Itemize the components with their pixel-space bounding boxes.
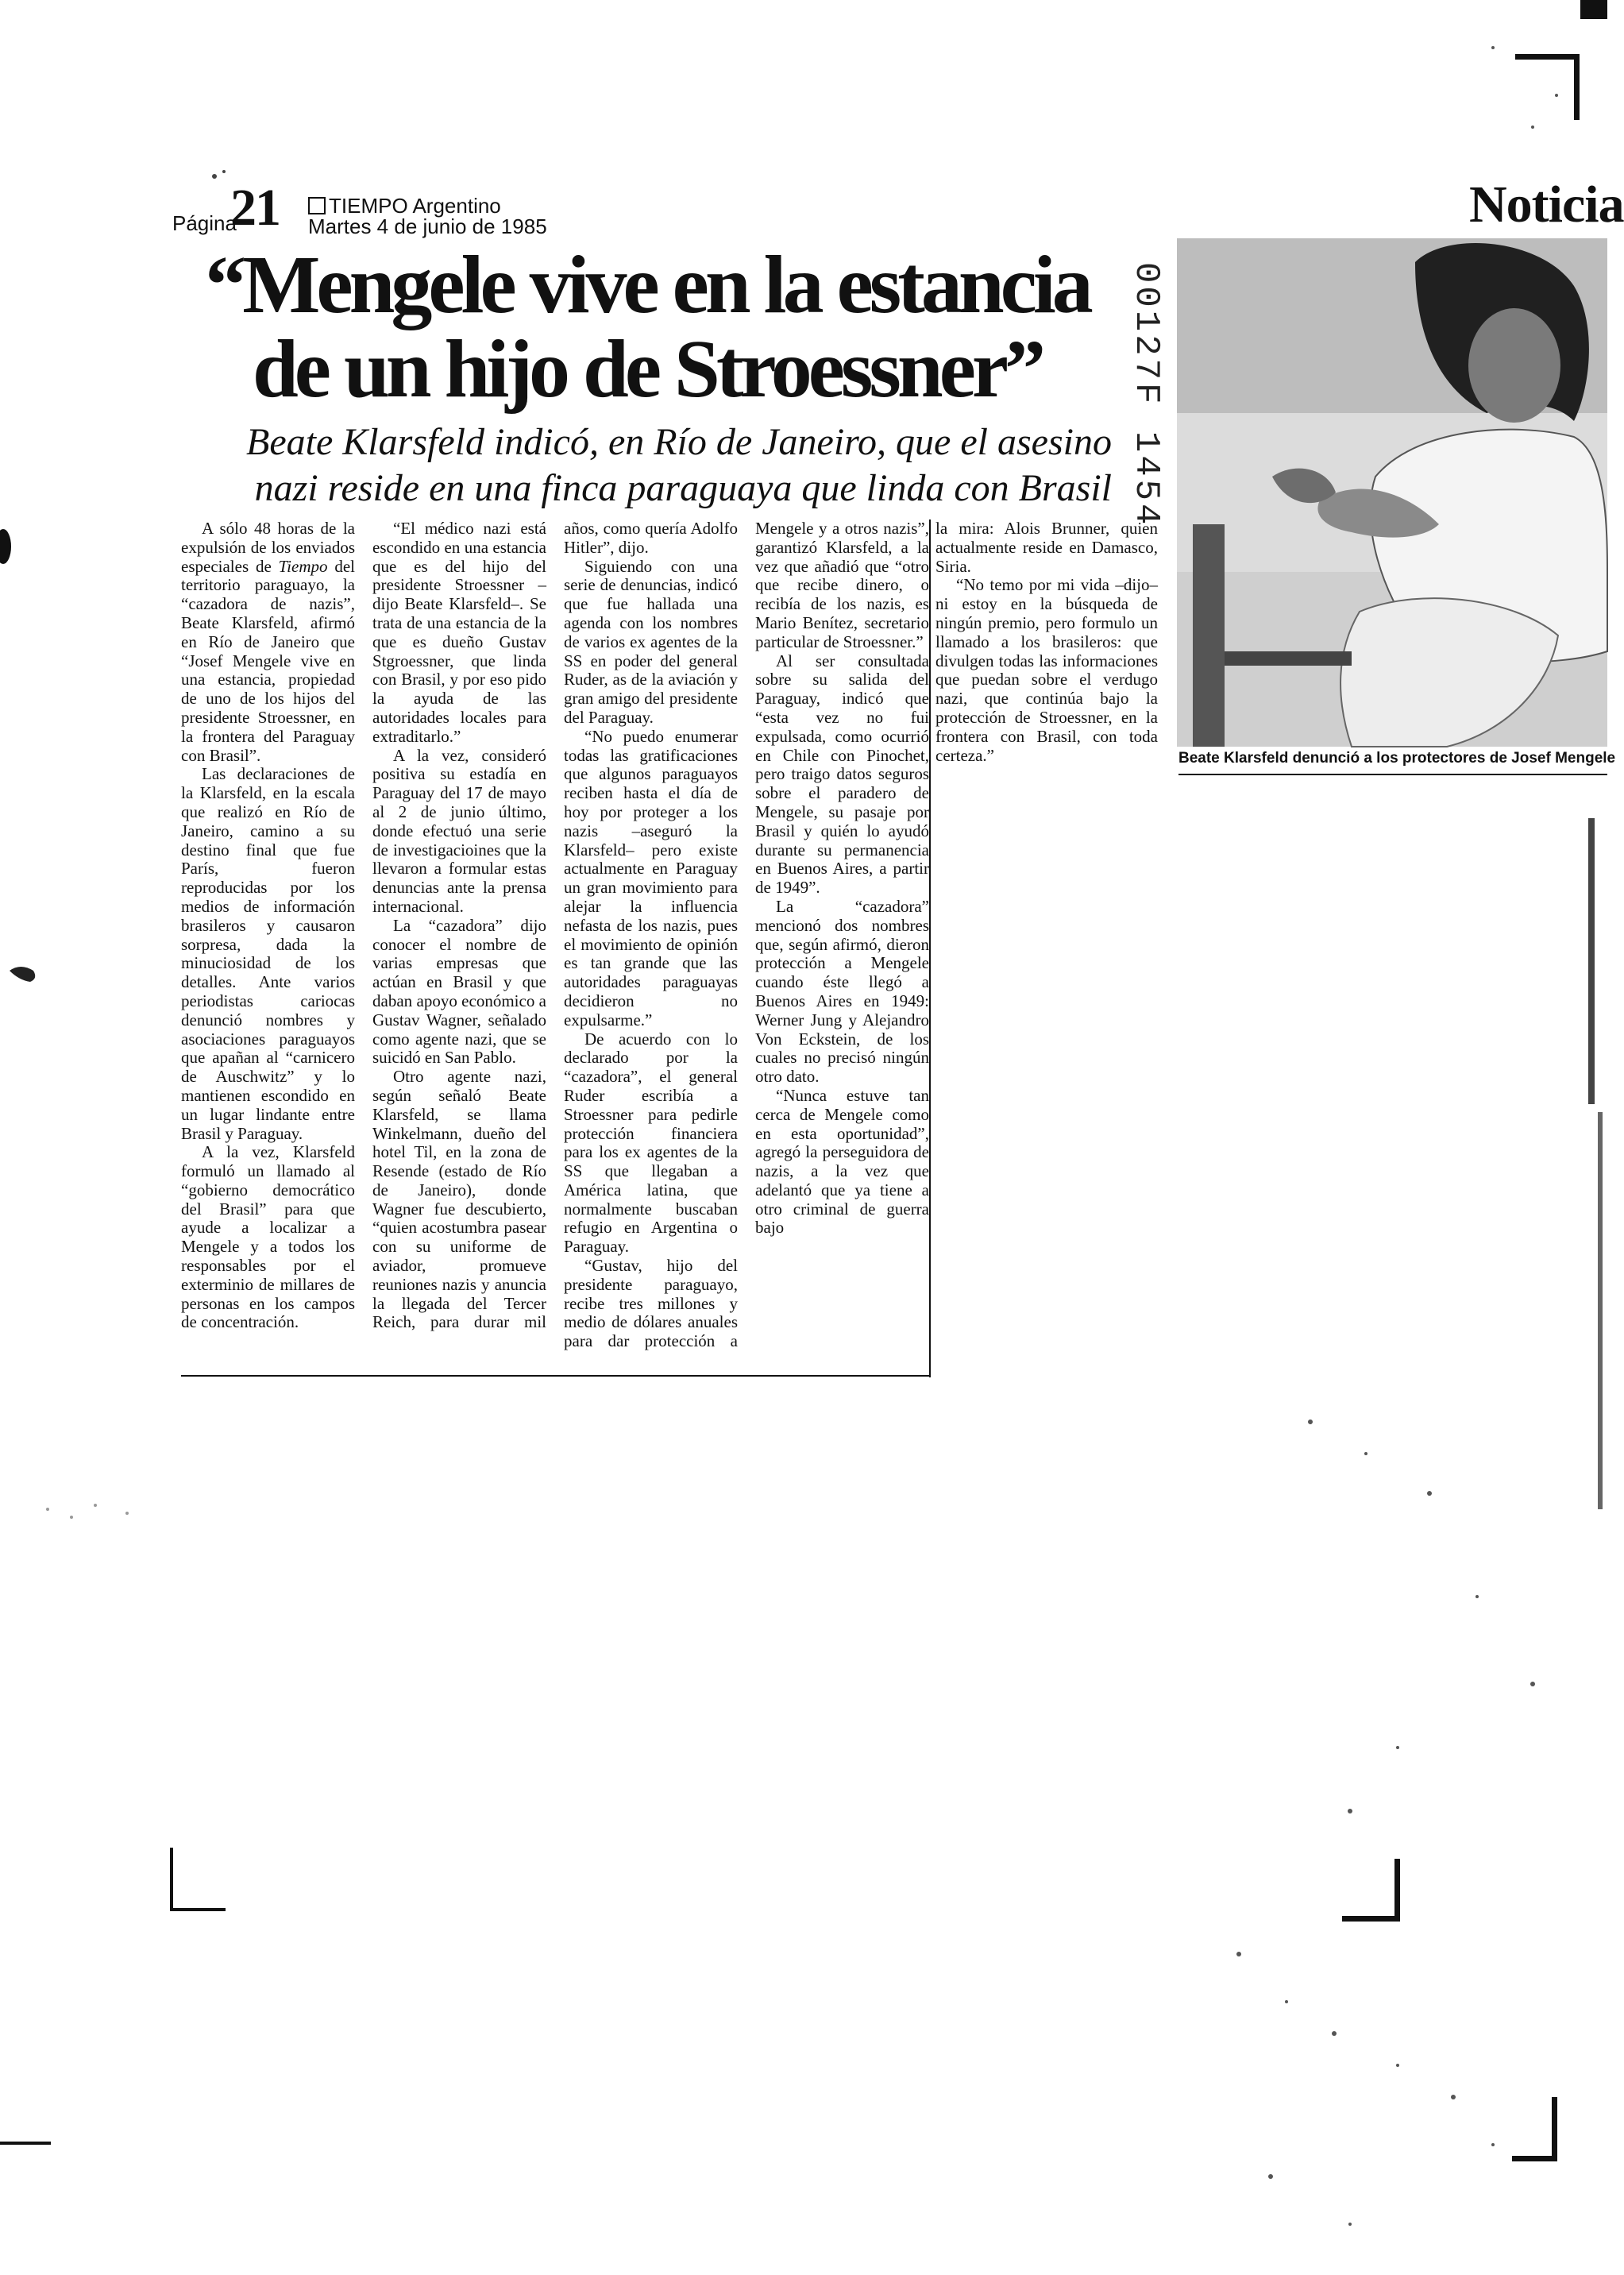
paragraph: “El médico nazi está escondido en una estancia que es del hijo del presidente Stroessner –dijo Beate Klarsfeld–. Se trata de una estancia de la que es dueño Gustav Stgroessner, que linda con Brasil, y por eso pido la ayuda de las autoridades locales para extraditarlo.” (372, 519, 546, 746)
paragraph: Siguiendo con una serie de denuncias, indicó que fue hallada una agenda con los nombres de varios ex agentes de la SS en poder del general Ruder, as de la aviación y gran amigo del presidente del Paraguay. (564, 556, 738, 727)
page-label: Página (172, 211, 237, 235)
headline-line-1: “Mengele vive en la estancia (205, 239, 1090, 330)
photo-caption: Beate Klarsfeld denunció a los protectores de Josef Mengele (1178, 750, 1616, 767)
newspaper-name: TIEMPO Argentino (329, 194, 501, 218)
paragraph: Al ser consultada sobre su salida del Paraguay, indicó que “esta vez no fui expulsada, como ocurrió en Chile con Pinochet, pero traigo datos seguros sobre el paradero de Mengele, su pasaje por Brasil y quién lo ayudó durante su permanencia en Buenos Aires, a partir de 1949”. (755, 651, 929, 898)
paragraph: La “cazadora” dijo conocer el nombre de varias empresas que actúan en Brasil y que daban apoyo económico a Gustav Wagner, señalado como agente nazi, que se suicidó en San Pablo. (372, 915, 546, 1068)
paragraph: A sólo 48 horas de la expulsión de los enviados especiales de Tiempo del territorio paraguayo, la “cazadora de nazis”, Beate Klarsfeld, afirmó en Río de Janeiro que “Josef Mengele vive en una estancia, propiedad de uno de los hijos del presidente Stroessner, en la frontera del Paraguay con Brasil”. (181, 519, 355, 765)
paragraph: la mira: Alois Brunner, quien actualmente reside en Damasco, Siria. (935, 519, 1158, 576)
paragraph: A la vez, consideró positiva su estadía en Paraguay del 17 de mayo al 2 de junio último, donde efectuó una serie de investigacioines que la llevaron a formular estas denuncias ante la prensa internacional. (372, 745, 546, 916)
paragraph: “Nunca estuve tan cerca de Mengele como en esta oportunidad”, agregó la perseguidora de nazis, a la vez que adelantó que ya tiene a otro criminal de guerra bajo (755, 1085, 929, 1238)
paragraph: De acuerdo con lo declarado por la “cazadora”, el general Ruder escribía a Stroessner para pedirle protección financiera para los ex agentes de la SS que llegaban a América latina, que normalmente buscaban refugio en Argentina o Paraguay. (564, 1029, 738, 1257)
subheadline-line-1: Beate Klarsfeld indicó, en Río de Janeiro, que el asesino (246, 421, 1112, 463)
paragraph: “Gustav, hijo del presidente paraguayo, recibe tres millones y medio de dólares anuales para dar protección a Mengele y a otros nazis”, garantizó Klarsfeld, a la vez que añadió que “otro que recibe dinero, o recibía de los nazis, es Mario Benítez, secretario particular de Stroessner.” (564, 519, 929, 1351)
headline-line-2: de un hijo de Stroessner” (252, 323, 1043, 415)
paragraph: Otro agente nazi, según señaló Beate Klarsfeld, se llama Winkelmann, dueño del hotel Til, en la zona de Resende (estado de Río de Janeiro), donde Wagner fue descubierto, “quien acostumbra pasear con su uniforme de aviador, promueve reuniones nazis y anuncia la llegada del Tercer Reich, para durar mil años, como quería Adolfo Hitler”, dijo. (372, 519, 738, 1332)
paragraph: “No puedo enumerar todas las gratificaciones que algunos paraguayos reciben hasta el día de hoy por proteger a los nazis –aseguró la Klarsfeld– pero existe actualmente en Paraguay un gran movimiento para alejar la influencia nefasta de los nazis, pues el movimiento de opinión es tan grande que las autoridades paraguayas decidieron no expulsarme.” (564, 726, 738, 1029)
archive-stamp: 00127F 1454 (1126, 262, 1166, 528)
publication-date: Martes 4 de junio de 1985 (308, 214, 547, 238)
paragraph: Las declaraciones de la Klarsfeld, en la escala que realizó en Río de Janeiro, camino a su destino final que fue París, fueron reproducidas por los medios de información brasileros y causaron sorpresa, dada la minuciosidad de los detalles. Ante varios periodistas cariocas denunció nombres y asociaciones paraguayos que apañan al “carnicero de Auschwitz” y lo mantienen escondido en un lugar lindante entre Brasil y Paraguay. (181, 764, 355, 1143)
section-title: Noticia (1469, 176, 1624, 234)
page-number: 21 (230, 179, 280, 237)
paragraph: La “cazadora” mencionó dos nombres que, según afirmó, dieron protección a Mengele cuando éste llegó a Buenos Aires en 1949: Werner Jung y Alejandro Von Eckstein, de los cuales no precisó ningún otro dato. (755, 896, 929, 1087)
subheadline-line-2: nazi reside en una finca paraguaya que linda con Brasil (254, 467, 1112, 509)
paragraph: A la vez, Klarsfeld formuló un llamado al “gobierno democrático del Brasil” para que ayude a localizar a Mengele y a todos los responsables por el exterminio de millares de personas en los campos de concentración. (181, 1142, 355, 1332)
paragraph: “No temo por mi vida –dijo– ni estoy en la búsqueda de ningún premio, pero formulo un llamado a los brasileros: que divulgen todas las informaciones que puedan sobre el verdugo nazi, que continúa bajo la protección de Stroessner, en la frontera con Brasil, con toda certeza.” (935, 575, 1158, 765)
